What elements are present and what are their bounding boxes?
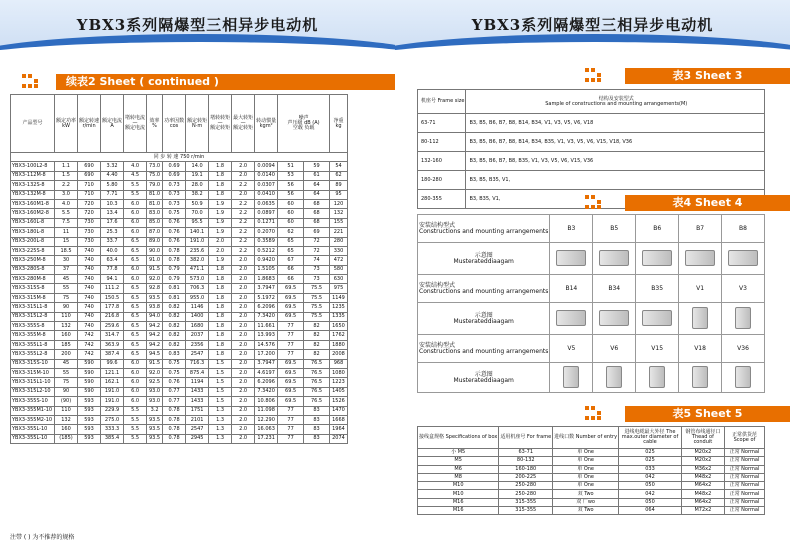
motor-b8-icon [728, 250, 758, 266]
table-row: M16 315-355 双 厂wo 050 M64x2 正常 Normal [418, 498, 765, 506]
section-marker-icon [585, 195, 603, 209]
t3-head-sample: 结构及安装型式 Sample of constructions and mounting arrangements(M) [466, 90, 765, 114]
table-row: YBX3-355L-10 (185) 593 385.4 5.5 93.5 0.78 2945 1.3 2.0 17.231 77 83 2074 [11, 434, 348, 443]
col-max: 最大转矩 — 额定转矩 [232, 95, 255, 153]
section-marker-icon [585, 406, 603, 420]
table-row: YBX3-315L1-10 75 590 162.1 6.0 92.5 0.76 1194 1.5 2.0 6.2096 69.5 76.5 1223 [11, 378, 348, 387]
section-marker-icon [585, 68, 603, 82]
sheet3-title-bar: 表3 Sheet 3 [625, 68, 790, 84]
table-row: YBX3-355L2-8 200 742 387.4 6.5 94.5 0.83 2547 1.8 2.0 17.200 77 82 2008 [11, 350, 348, 359]
table-row: M16 315-355 双 Two 064 M72x2 正常 Normal [418, 507, 765, 515]
header-banner-right [395, 0, 790, 62]
table-row: YBX3-355L1-8 185 742 363.9 6.5 94.2 0.82 2356 1.8 2.0 14.576 77 82 1880 [11, 340, 348, 349]
motor-data-table [10, 94, 348, 444]
table-row: YBX3-160M1-8 4.0 720 10.3 6.0 81.0 0.73 50.9 1.9 2.2 0.0635 60 68 120 [11, 199, 348, 208]
table-row: YBX3-355M2-10 132 593 275.0 5.5 93.5 0.78 2101 1.3 2.0 12.290 77 83 1668 [11, 415, 348, 424]
table-row: YBX3-315M-8 75 740 150.5 6.5 93.5 0.81 955.0 1.8 2.0 5.1972 69.5 75.5 1149 [11, 293, 348, 302]
table-row: YBX3-355M1-10 110 593 229.9 5.5 3.2 0.78 1751 1.3 2.0 11.098 77 83 1470 [11, 406, 348, 415]
page-title-right: YBX3系列隔爆型三相异步电动机 [471, 16, 714, 34]
table-row: YBX3-280M-8 45 740 94.1 6.0 92.0 0.79 573.0 1.8 2.0 1.8683 66 73 630 [11, 275, 348, 284]
motor-b14-icon [556, 310, 586, 326]
col-model: 产品型号 [11, 95, 55, 153]
construction-table: 机座号 Frame size 结构及安装型式 Sample of constructions and mounting arrangements(M) 63-71 B3, B5, B6, B7, B8, B14, B34, V1, V3, V5, V6, V18 80-112 B3, B5, B6, B7, B8, B14, B34, B35, V1, V3, V5, V6, V15, V18, V36 132-160 B3, B5, B6, B7, B8, B35, V1, V3, V5, V6, V15, V36 180-280 B3, B5, B35, V1, 280-355 B3, B35, V1, [417, 89, 765, 209]
col-weight: 净重 kg [330, 95, 348, 153]
table-row: YBX3-355L-10 160 593 333.3 5.5 93.5 0.78 2547 1.3 2.0 16.063 77 83 1964 [11, 425, 348, 434]
sheet-title-bar: 续表2 Sheet ( continued ) [56, 74, 395, 90]
col-stt: 堵转转矩 — 额定转矩 [209, 95, 232, 153]
table-row: M8 200-225 单 One 042 M48x2 正常 Normal [418, 473, 765, 481]
table-row: M5 80-132 单 One 025 M20x2 正常 Normal [418, 457, 765, 465]
section-marker-icon [22, 74, 40, 88]
col-eff: 效率 % [147, 95, 163, 153]
table-row: M10 250-280 双 Two 042 M48x2 正常 Normal [418, 490, 765, 498]
table-row: YBX3-315S-10 45 590 99.6 6.0 91.5 0.75 716.3 1.5 2.0 3.7947 69.5 76.5 968 [11, 359, 348, 368]
table-row: YBX3-132M-8 3.0 710 7.71 5.5 81.0 0.73 38.2 1.8 2.0 0.0410 56 64 95 [11, 190, 348, 199]
table-row: YBX3-250M-8 30 740 63.4 6.5 91.0 0.78 382.0 1.9 2.0 0.9420 67 74 472 [11, 256, 348, 265]
col-stall: 堵转电流 — 额定电流 [124, 95, 147, 153]
table-row: YBX3-132S-8 2.2 710 5.80 5.5 79.0 0.73 28.0 1.8 2.2 0.0307 56 64 89 [11, 181, 348, 190]
motor-b35-icon [642, 310, 672, 326]
table-row: M10 250-280 单 One 050 M64x2 正常 Normal [418, 482, 765, 490]
page-title: YBX3系列隔爆型三相异步电动机 [76, 16, 319, 34]
sheet5-title-bar: 表5 Sheet 5 [625, 406, 790, 422]
table-row: YBX3-280S-8 37 740 77.8 6.0 91.5 0.79 471.1 1.8 2.0 1.5105 66 73 580 [11, 265, 348, 274]
table-row: YBX3-355S-8 132 740 259.6 6.5 94.2 0.82 1680 1.8 2.0 11.661 77 82 1650 [11, 322, 348, 331]
table-row: YBX3-315L2-8 110 740 216.8 6.5 94.0 0.82 1400 1.8 2.0 7.3420 69.5 75.5 1335 [11, 312, 348, 321]
table-note: 注带 ( ) 为不推荐的规格 [10, 534, 75, 541]
col-current: 额定电流 A [101, 95, 124, 153]
right-page [395, 0, 790, 548]
col-speed: 额定转速 r/min [78, 95, 101, 153]
table-row: YBX3-315L2-10 90 590 191.0 6.0 93.0 0.77 1433 1.5 2.0 7.3420 69.5 76.5 1405 [11, 387, 348, 396]
table-row: YBX3-160M2-8 5.5 720 13.4 6.0 83.0 0.75 70.0 1.9 2.2 0.0897 60 68 132 [11, 209, 348, 218]
table-row: YBX3-315S-8 55 740 111.2 6.5 92.8 0.81 706.3 1.8 2.0 3.7947 69.5 75.5 975 [11, 284, 348, 293]
table-row: YBX3-200L-8 15 730 33.7 6.5 89.0 0.76 191.0 2.0 2.2 0.3589 65 72 280 [11, 237, 348, 246]
motor-b7-icon [685, 250, 715, 266]
col-inertia: 转动惯量 kgm² [255, 95, 278, 153]
col-torque: 额定转矩 N·m [186, 95, 209, 153]
motor-v3-icon [735, 307, 751, 329]
sync-speed-row: 同 步 转 速 750 r/min [11, 153, 348, 162]
table-row: YBX3-180L-8 11 730 25.3 6.0 87.0 0.76 140.1 1.9 2.2 0.2070 62 69 221 [11, 228, 348, 237]
header-banner [0, 0, 395, 62]
table-row: M6 160-180 单 One 033 M36x2 正常 Normal [418, 465, 765, 473]
motor-b34-icon [599, 310, 629, 326]
col-pf: 功率因数 cos [163, 95, 186, 153]
table-row: YBX3-160L-8 7.5 730 17.6 6.0 85.0 0.76 95.5 1.9 2.2 0.1271 60 68 155 [11, 218, 348, 227]
col-power: 额定功率 kW [55, 95, 78, 153]
motor-v5-icon [563, 366, 579, 388]
motor-v18-icon [692, 366, 708, 388]
terminal-box-table: 接线盒规格 Specifications of box 适用机座号 For frame 进线口数 Number of entry 进线电缆最大外径 The max.outer diameter of cable 钢管布线通径口 Thead of conduit 正常供货范 Scope of 小 M5 63-71 单 One 025 M20x2 正常 Normal M5 80-132 单 One 025 M20x2 正常 Normal M6 160-180 单 One 033 M36x2 正常 Normal M8 200-225 单 One 042 M48x2 正常 Normal M10 250-280 单 One 050 M64x2 正常 Normal M10 250-280 双 Two 042 M48x2 正常 Normal M16 315-355 双 厂wo 050 M64x2 正常 Normal M16 315-355 双 Two 064 M72x2 正常 Normal [417, 426, 765, 515]
col-noise: 噪声 声压级 dB (A) 空载 负载 [278, 95, 330, 153]
motor-b5-icon [599, 250, 629, 266]
table-row: YBX3-315L1-8 90 740 177.8 6.5 93.8 0.82 1146 1.8 2.0 6.2096 69.5 75.5 1235 [11, 303, 348, 312]
motor-b6-icon [642, 250, 672, 266]
sheet4-title-bar: 表4 Sheet 4 [625, 195, 790, 211]
table-row: 小 M5 63-71 单 One 025 M20x2 正常 Normal [418, 449, 765, 457]
motor-v1-icon [692, 307, 708, 329]
table-row: YBX3-355S-10 (90) 593 191.0 6.0 93.0 0.77 1433 1.5 2.0 10.806 69.5 76.5 1526 [11, 397, 348, 406]
mounting-diagram-table: 安装结构型式 Constructions and mounting arrangements B3 B5 B6 B7 B8 示意图 Musterateddiaagam 安装结构型式 Constructions and mounting arrangements B14 B34 B35 V1 V3 示意图 Musterateddiaagam 安装结构型式 Constructions and mounting arrangements V5 V6 V15 V18 V36 示意图 Musterateddiaagam [417, 214, 765, 393]
table-row: YBX3-112M-8 1.5 690 4.40 4.5 75.0 0.69 19.1 1.8 2.0 0.0140 53 61 62 [11, 171, 348, 180]
table-row: YBX3-100L2-8 1.1 690 3.32 4.0 73.0 0.69 14.0 1.8 2.0 0.0094 51 59 54 [11, 162, 348, 171]
motor-v15-icon [649, 366, 665, 388]
motor-b3-icon [556, 250, 586, 266]
table-row: YBX3-225S-8 18.5 740 40.0 6.5 90.0 0.78 235.6 2.0 2.2 0.5212 65 72 330 [11, 246, 348, 255]
t3-head-frame: 机座号 Frame size [418, 90, 466, 114]
motor-v36-icon [735, 366, 751, 388]
table-row: YBX3-315M-10 55 590 121.1 6.0 92.0 0.75 875.4 1.5 2.0 4.6197 69.5 76.5 1080 [11, 368, 348, 377]
table-row: YBX3-355M-8 160 742 314.7 6.5 94.2 0.82 2037 1.8 2.0 13.993 77 82 1762 [11, 331, 348, 340]
motor-v6-icon [606, 366, 622, 388]
